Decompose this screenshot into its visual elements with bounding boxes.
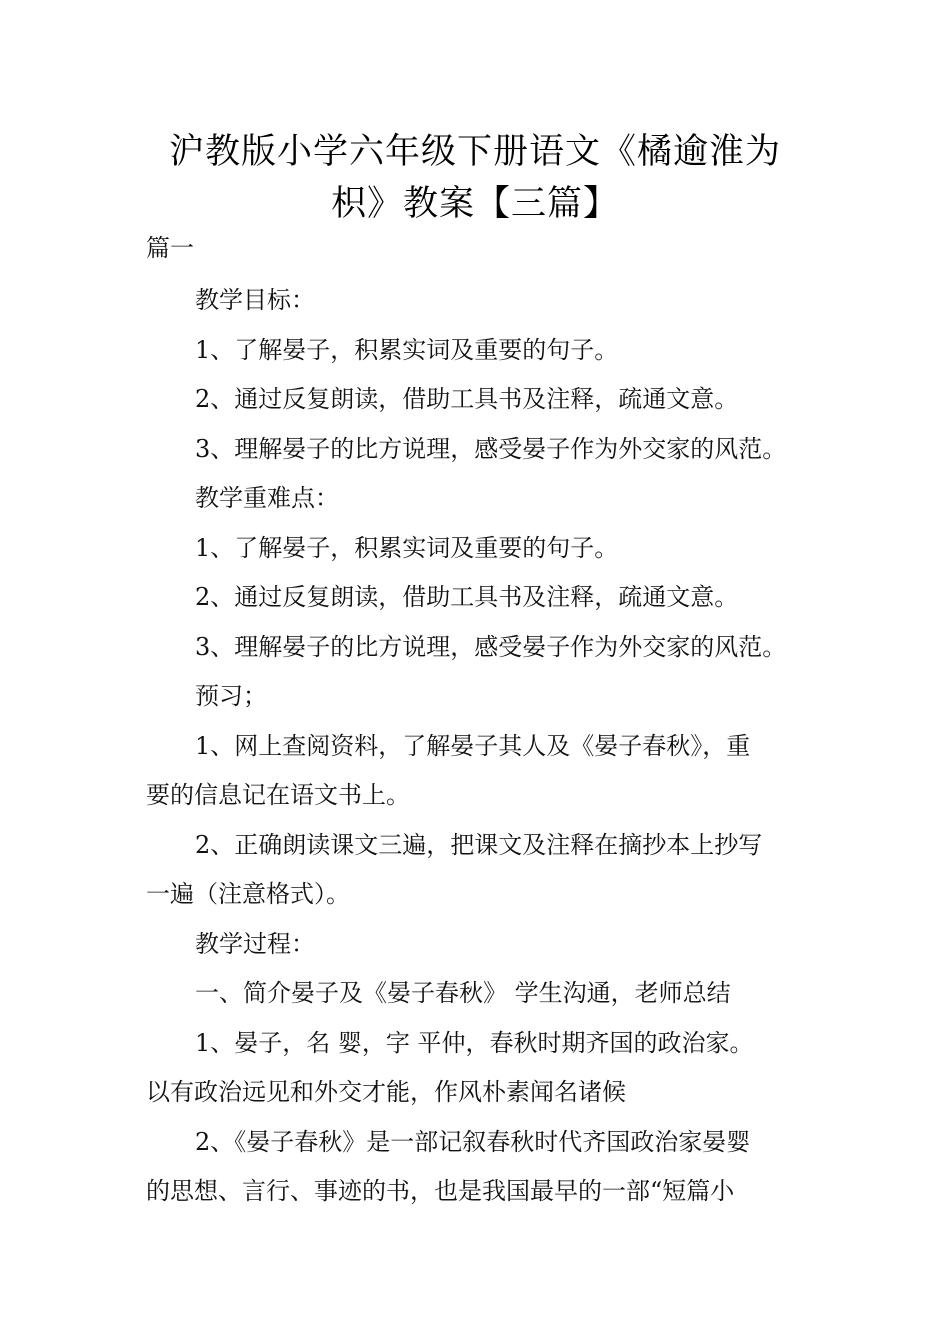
paragraph-line: 1、晏子，名 婴，字 平仲，春秋时期齐国的政治家。 <box>195 1029 754 1057</box>
document-title-line-1: 沪教版小学六年级下册语文《橘逾淮为 <box>168 132 781 172</box>
paragraph-line: 的思想、言行、事迹的书，也是我国最早的一部“短篇小 <box>146 1177 735 1205</box>
paragraph-line: 教学过程： <box>195 930 315 958</box>
paragraph-line: 预习； <box>195 682 267 710</box>
paragraph-line: 3、理解晏子的比方说理，感受晏子作为外交家的风范。 <box>195 633 787 661</box>
paragraph-line: 一、简介晏子及《晏子春秋》 学生沟通，老师总结 <box>195 979 731 1007</box>
paragraph-line: 2、通过反复朗读，借助工具书及注释，疏通文意。 <box>195 583 739 611</box>
document-title-line-2: 枳》教案【三篇】 <box>330 184 619 224</box>
paragraph-line: 2、正确朗读课文三遍，把课文及注释在摘抄本上抄写 <box>195 831 763 859</box>
paragraph-line: 1、了解晏子，积累实词及重要的句子。 <box>195 336 619 364</box>
paragraph-line: 一遍（注意格式）。 <box>146 880 350 908</box>
section-heading: 篇一 <box>146 234 194 262</box>
paragraph-line: 2、通过反复朗读，借助工具书及注释，疏通文意。 <box>195 385 739 413</box>
paragraph-line: 1、了解晏子，积累实词及重要的句子。 <box>195 534 619 562</box>
paragraph-line: 1、网上查阅资料，了解晏子其人及《晏子春秋》，重 <box>195 732 751 760</box>
paragraph-line: 教学目标： <box>195 286 315 314</box>
paragraph-line: 3、理解晏子的比方说理，感受晏子作为外交家的风范。 <box>195 435 787 463</box>
paragraph-line: 以有政治远见和外交才能，作风朴素闻名诸候 <box>146 1078 626 1106</box>
paragraph-line: 要的信息记在语文书上。 <box>146 781 410 809</box>
paragraph-line: 2、《晏子春秋》是一部记叙春秋时代齐国政治家晏婴 <box>195 1128 751 1156</box>
paragraph-line: 教学重难点： <box>195 484 339 512</box>
